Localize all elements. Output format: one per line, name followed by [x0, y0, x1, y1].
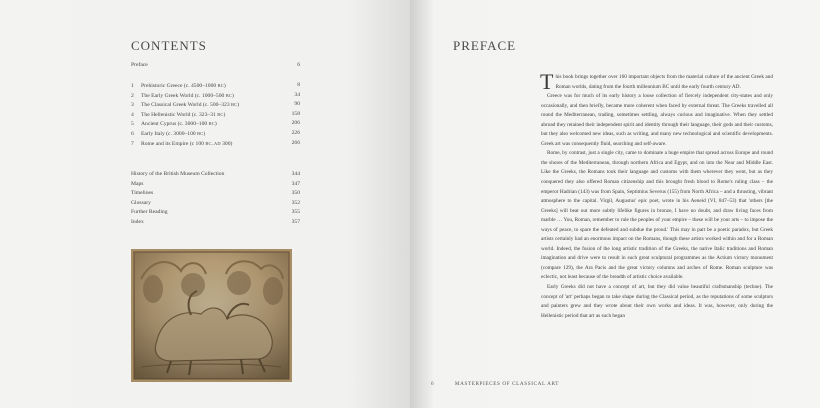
toc-entry-page: 90	[294, 101, 300, 108]
preface-paragraph: Rome, by contrast, just a single city, came to dominate a huge empire that spread across Europe and round the shores of the Mediterranean, through northern Africa and Egypt, and on into the Near and Middle East. Like the Greeks, the Romans took their language and customs with them wherever they went, but as they conquered they also offered Roman citizenship and this brought fresh blood to Rome's ruling class – the emperor Hadrian (143) was from Spain, Septimius Severus (155) from North Africa – and a thrusting, vibrant atmosphere to the capital. Virgil, Augustus' epic poet, wrote in his Aeneid (VI, 847–53) that 'others [the Greeks] will beat out more subtly lifelike figures in bronze, I have no doubt, and draw living faces from marble … You, Roman, remember to rule the peoples of your empire – these will be your arts – to impose the ways of peace, to spare the defeated and subdue the proud.' This may in part be a poetic paradox, but Greek artists certainly had an enormous impact on the Romans, though these artists worked within and for a Roman world. Indeed, the fusion of the long artistic tradition of the Greeks, the native Italic traditions and Roman imagination and drive were to result in such great sculptural programmes as the Actium victory monument (compare 129), the Ara Pacis and the great victory columns and arches of Rome. Roman sculpture was eclectic, not least because of the breadth of artistic choice available.	[541, 150, 773, 281]
toc-entry-label	[131, 139, 280, 149]
toc-entry-label	[131, 100, 280, 110]
chapter-era: BC	[208, 121, 215, 127]
chapter-title-end: )	[203, 130, 206, 137]
chapter-number: 2	[131, 92, 134, 99]
toc-entry-page: 352	[291, 199, 300, 206]
chapter-title: The Hellenistic World (c. 323–31	[141, 111, 218, 118]
toc-entry-page: 8	[297, 82, 300, 88]
chapter-number: 6	[131, 130, 134, 137]
preface-paragraph: Early Greeks did not have a concept of art, but they did value beautiful craftsmanship (techne). The concept of 'art' perhaps began to take shape during the Classical period, as the reputations of some sculptors and painters grew and they wrote about their own works and ideas. It was, however, only during the Hellenistic period that art as such began	[541, 284, 773, 319]
chapter-title-end: 300)	[220, 140, 233, 147]
toc-entry-page: 357	[291, 218, 300, 225]
chapter-title-end: )	[214, 121, 217, 128]
toc-entry-chapter[interactable]	[131, 110, 300, 120]
chapter-title: Prehistoric Greece (c. 4500–1000	[141, 83, 218, 89]
preface-heading: PREFACE	[453, 38, 517, 53]
contents-heading: CONTENTS	[131, 38, 207, 53]
chapter-number: 1	[131, 83, 134, 89]
toc-entry-label	[131, 91, 280, 101]
toc-entry-back-matter[interactable]	[131, 189, 300, 199]
toc-entry-preface[interactable]	[131, 61, 300, 71]
paragraph-text: his book brings together over 160 important objects from the material culture of the ancient Greek and Roman worlds, dating from the fourth millennium BC until the early fourth century AD.	[555, 74, 773, 90]
toc-entry-label: Glossary	[131, 199, 151, 206]
chapter-title: The Early Greek World (c. 1000–500	[141, 92, 226, 99]
chapter-number: 4	[131, 111, 134, 118]
toc-entry-chapter[interactable]	[131, 139, 300, 149]
chapter-title-end: )	[237, 102, 240, 109]
chapter-title-end: )	[232, 92, 234, 99]
chapter-number: 3	[131, 102, 134, 109]
chapter-number: 7	[131, 140, 134, 147]
toc-preface	[131, 61, 300, 71]
toc-entry-label: History of the British Museum Collection	[131, 171, 225, 177]
chapter-title-end: )	[223, 83, 226, 89]
preface-paragraph: Greece was for much of its early history a loose collection of fiercely independent city-states and only occasionally, and then briefly, became more coherent when faced by external threat. The Greeks travelled all round the Mediterranean, trading, sometimes settling, always curious and imaginative. When they settled abroad they retained their independent spirit and identity through their language, their gods and their customs, but they also welcomed new ideas, such as writing, and many new technological and scientific developments. Greek art was consequently fluid, searching and self-aware.	[541, 93, 773, 147]
chapter-title: The Classical Greek World (c. 500–323	[141, 102, 232, 109]
toc-chapters	[131, 81, 300, 148]
preface-body	[540, 69, 773, 321]
chapter-era: BC	[225, 92, 232, 98]
toc-entry-page: 266	[291, 139, 300, 146]
toc-entry-chapter[interactable]	[131, 81, 300, 91]
page-folio	[431, 381, 559, 387]
toc-entry-chapter[interactable]	[131, 91, 300, 101]
toc-entry-page: 350	[291, 190, 300, 197]
toc-entry-chapter[interactable]	[131, 119, 300, 129]
chapter-title: Ancient Cyprus (c. 3000–100	[141, 121, 209, 128]
chapter-title: Early Italy (c. 3000–100	[141, 130, 198, 137]
chapter-era: BC–AD	[205, 140, 221, 146]
toc-entry-page: 226	[291, 129, 300, 136]
toc-entry-page: 355	[291, 209, 300, 216]
toc-entry-label: Index	[131, 218, 144, 225]
toc-entry-label	[131, 110, 280, 120]
toc-entry-page: 344	[291, 171, 300, 177]
toc-entry-back-matter[interactable]	[131, 170, 300, 180]
toc-entry-label: Timelines	[131, 190, 154, 197]
chapter-title: Rome and its Empire (c 100	[141, 140, 206, 147]
chapter-number: 5	[131, 121, 134, 128]
toc-entry-label	[131, 119, 280, 129]
toc-entry-label: Maps	[131, 180, 144, 187]
toc-entry-page: 6	[297, 62, 300, 68]
drop-cap: T	[540, 69, 554, 94]
toc-entry-page: 206	[291, 120, 300, 127]
toc-entry-label	[131, 129, 280, 139]
chapter-era: BC	[217, 111, 224, 117]
toc-entry-label	[131, 81, 280, 91]
chapter-title-end: )	[223, 111, 226, 118]
folio-title: MASTERPIECES OF CLASSICAL ART	[454, 381, 559, 387]
toc-entry-page: 347	[291, 180, 300, 187]
toc-entry-chapter[interactable]	[131, 129, 300, 139]
toc-entry-back-matter[interactable]	[131, 208, 300, 218]
toc-entry-back-matter[interactable]	[131, 199, 300, 209]
chapter-era: BC	[217, 83, 224, 88]
toc-back-matter	[131, 170, 300, 228]
right-page	[410, 0, 820, 408]
toc-entry-chapter[interactable]	[131, 100, 300, 110]
toc-entry-back-matter[interactable]	[131, 180, 300, 190]
toc-entry-label: Preface	[131, 62, 148, 68]
toc-entry-page: 34	[294, 91, 300, 98]
chapter-era: BC	[231, 102, 238, 108]
toc-entry-back-matter[interactable]	[131, 218, 300, 228]
folio-number: 6	[431, 381, 435, 387]
toc-entry-page: 158	[291, 110, 300, 117]
toc-entry-label: Further Reading	[131, 209, 168, 216]
chapter-era: BC	[197, 130, 204, 136]
preface-paragraph	[540, 69, 773, 94]
carved-relief-image	[131, 249, 292, 382]
